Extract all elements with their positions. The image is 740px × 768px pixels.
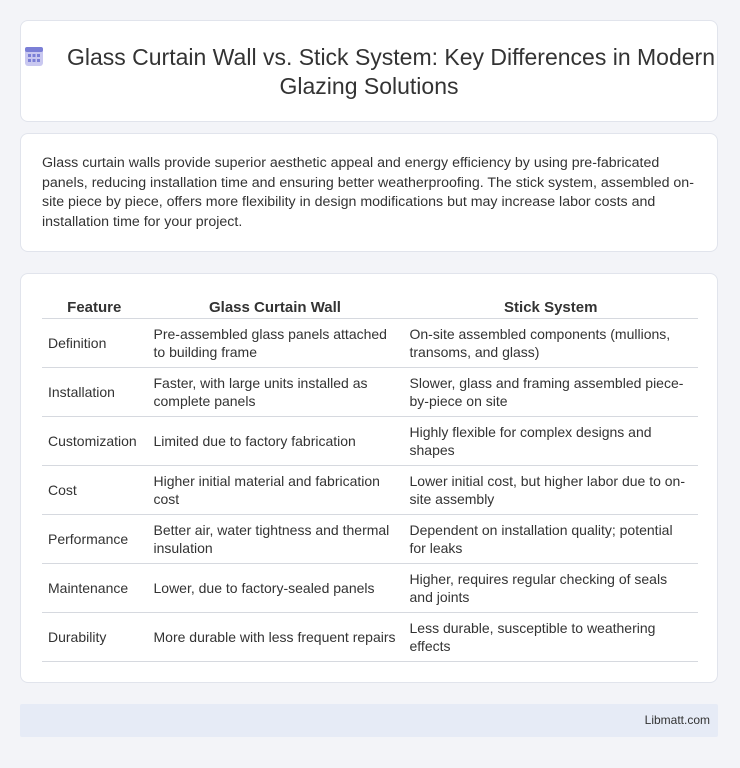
curtain-wall-cell: Better air, water tightness and thermal insulation xyxy=(147,515,403,564)
table-row xyxy=(42,368,698,417)
table-header-row xyxy=(42,296,698,319)
stick-system-cell: Slower, glass and framing assembled piece-by-piece on site xyxy=(403,368,698,417)
page-title-text: Glass Curtain Wall vs. Stick System: Key Differences in Modern Glazing Solutions xyxy=(66,44,716,99)
table-row xyxy=(42,613,698,662)
footer-brand-link[interactable]: Libmatt.com xyxy=(644,713,710,727)
table-row xyxy=(42,515,698,564)
table-row xyxy=(42,417,698,466)
feature-cell: Installation xyxy=(42,368,147,417)
curtain-wall-cell: Lower, due to factory-sealed panels xyxy=(147,564,403,613)
curtain-wall-cell: Faster, with large units installed as complete panels xyxy=(147,368,403,417)
comparison-table xyxy=(42,296,698,662)
feature-cell: Durability xyxy=(42,613,147,662)
summary-card xyxy=(20,133,718,252)
table-row xyxy=(42,319,698,368)
stick-system-cell: Highly flexible for complex designs and shapes xyxy=(403,417,698,466)
feature-cell: Definition xyxy=(42,319,147,368)
feature-cell: Cost xyxy=(42,466,147,515)
stick-system-cell: Higher, requires regular checking of seals and joints xyxy=(403,564,698,613)
stick-system-cell: On-site assembled components (mullions, transoms, and glass) xyxy=(403,319,698,368)
title-card xyxy=(20,20,718,122)
comparison-card xyxy=(20,273,718,683)
curtain-wall-cell: More durable with less frequent repairs xyxy=(147,613,403,662)
feature-cell: Performance xyxy=(42,515,147,564)
table-row xyxy=(42,466,698,515)
header-glass-curtain-wall: Glass Curtain Wall xyxy=(147,296,403,319)
feature-cell: Customization xyxy=(42,417,147,466)
stick-system-cell: Lower initial cost, but higher labor due to on-site assembly xyxy=(403,466,698,515)
header-feature: Feature xyxy=(42,296,147,319)
feature-cell: Maintenance xyxy=(42,564,147,613)
curtain-wall-cell: Higher initial material and fabrication cost xyxy=(147,466,403,515)
page-title xyxy=(21,43,717,101)
stick-system-cell: Dependent on installation quality; potential for leaks xyxy=(403,515,698,564)
curtain-wall-cell: Limited due to factory fabrication xyxy=(147,417,403,466)
summary-paragraph: Glass curtain walls provide superior aesthetic appeal and energy efficiency by using pre-fabricated panels, reducing installation time and ensuring better weatherproofing. The stick system, assembled on-site piece by piece, offers more flexibility in design modifications but may increase labor costs and installation time for your project. xyxy=(42,155,694,230)
curtain-wall-cell: Pre-assembled glass panels attached to building frame xyxy=(147,319,403,368)
stick-system-cell: Less durable, susceptible to weathering effects xyxy=(403,613,698,662)
table-row xyxy=(42,564,698,613)
calendar-grid-icon xyxy=(23,45,45,67)
header-stick-system: Stick System xyxy=(403,296,698,319)
footer-bar xyxy=(20,704,718,737)
